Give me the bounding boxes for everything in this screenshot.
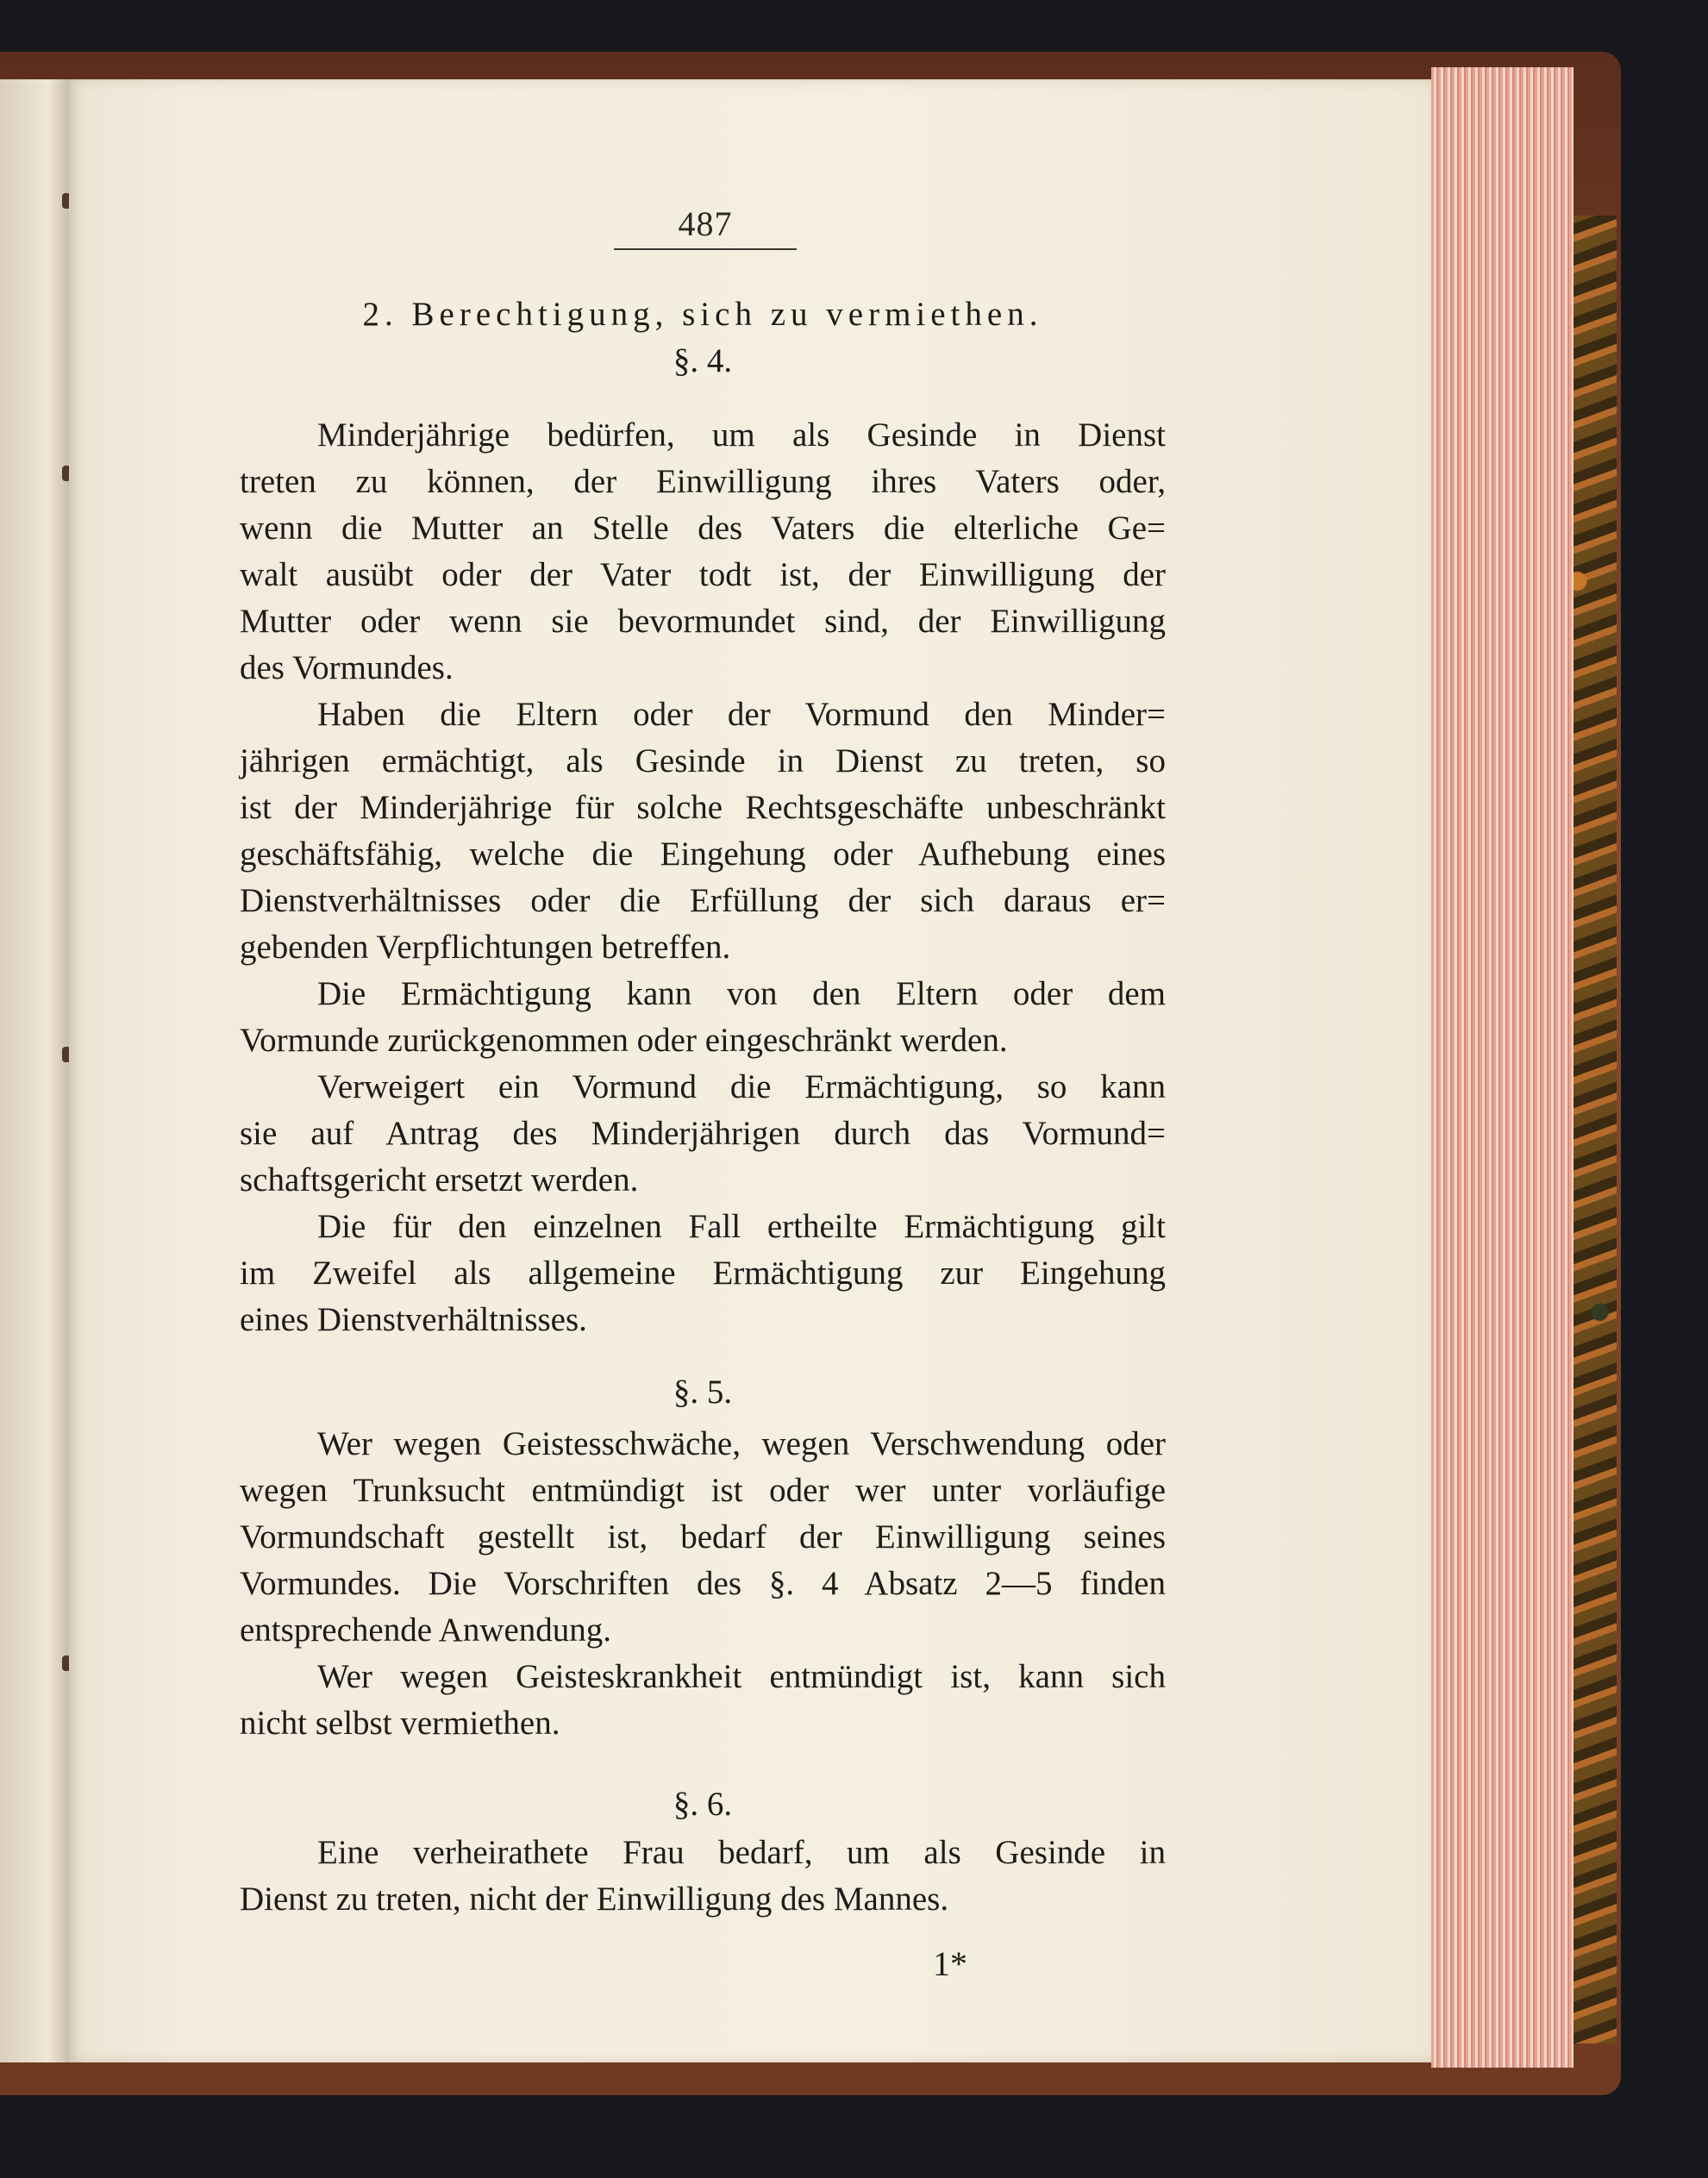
text-line: wenn die Mutter an Stelle des Vaters die elterliche Ge= bbox=[240, 510, 1166, 547]
text-line: eines Dienstverhältnisses. bbox=[240, 1301, 587, 1338]
paragraph-heading-4: §. 4. bbox=[673, 342, 733, 379]
paragraph-5-body bbox=[240, 1369, 1166, 1747]
text-line: Wer wegen Geisteskrankheit entmündigt ist, kann sich bbox=[317, 1658, 1166, 1695]
paragraph-6-body bbox=[240, 1781, 1166, 1923]
text-line: Haben die Eltern oder der Vormund den Minder= bbox=[317, 696, 1166, 733]
text-line: Eine verheirathete Frau bedarf, um als Gesinde in bbox=[317, 1834, 1166, 1871]
header-rule bbox=[614, 248, 797, 250]
left-page-edge bbox=[0, 79, 69, 2062]
text-line: entsprechende Anwendung. bbox=[240, 1612, 612, 1649]
text-line: Die für den einzelnen Fall ertheilte Ermächtigung gilt bbox=[317, 1208, 1166, 1245]
text-line: schaftsgericht ersetzt werden. bbox=[240, 1161, 639, 1199]
text-line: Vormundes. Die Vorschriften des §. 4 Absatz 2—5 finden bbox=[240, 1565, 1166, 1602]
text-line: nicht selbst vermiethen. bbox=[240, 1705, 560, 1742]
text-line: wegen Trunksucht entmündigt ist oder wer unter vorläufige bbox=[240, 1472, 1166, 1509]
text-line: ist der Minderjährige für solche Rechtsgeschäfte unbeschränkt bbox=[240, 789, 1166, 826]
section-heading-block bbox=[240, 291, 1166, 385]
paragraph-heading-5: §. 5. bbox=[673, 1374, 733, 1411]
text-line: im Zweifel als allgemeine Ermächtigung zur Eingehung bbox=[240, 1255, 1166, 1292]
page-number: 487 bbox=[678, 204, 733, 243]
text-line: Mutter oder wenn sie bevormundet sind, der Einwilligung bbox=[240, 603, 1166, 640]
page-edges bbox=[1431, 67, 1573, 2068]
text-line: Die Ermächtigung kann von den Eltern oder dem bbox=[317, 975, 1166, 1012]
text-line: Minderjährige bedürfen, um als Gesinde in Dienst bbox=[317, 416, 1166, 454]
text-line: Dienstverhältnisses oder die Erfüllung der sich daraus er= bbox=[240, 882, 1166, 919]
text-line: Verweigert ein Vormund die Ermächtigung, so kann bbox=[317, 1068, 1166, 1105]
text-line: sie auf Antrag des Minderjährigen durch das Vormund= bbox=[240, 1115, 1166, 1152]
text-line: treten zu können, der Einwilligung ihres Vaters oder, bbox=[240, 463, 1166, 500]
paragraph-heading-6: §. 6. bbox=[673, 1786, 733, 1823]
text-line: Vormundschaft gestellt ist, bedarf der Einwilligung seines bbox=[240, 1518, 1166, 1555]
paragraph-4-body bbox=[240, 412, 1166, 1343]
text-line: des Vormundes. bbox=[240, 649, 454, 686]
text-line: walt ausübt oder der Vater todt ist, der Einwilligung der bbox=[240, 556, 1166, 593]
text-line: gebenden Verpflichtungen betreffen. bbox=[240, 929, 731, 966]
text-line: Dienst zu treten, nicht der Einwilligung des Mannes. bbox=[240, 1881, 949, 1918]
text-line: Wer wegen Geistesschwäche, wegen Verschwendung oder bbox=[317, 1425, 1166, 1462]
text-line: jährigen ermächtigt, als Gesinde in Dienst zu treten, so bbox=[240, 742, 1166, 779]
text-line: geschäftsfähig, welche die Eingehung oder Aufhebung eines bbox=[240, 836, 1166, 873]
text-line: Vormunde zurückgenommen oder eingeschränkt werden. bbox=[240, 1022, 1008, 1059]
sheet-signature: 1* bbox=[933, 1944, 967, 1983]
section-heading: 2. Berechtigung, sich zu vermiethen. bbox=[362, 296, 1043, 333]
